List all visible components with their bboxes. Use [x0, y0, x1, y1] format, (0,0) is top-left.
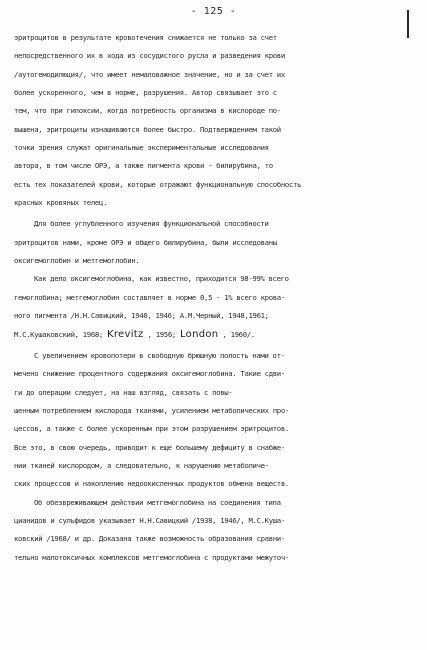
text-line: Об обезвреживающем действии метгемоглобина на соединения типа: [34, 497, 281, 507]
text-line: Для более углубленного изучения функциональной способности: [34, 219, 269, 229]
text-line: С увеличением кровопотери в свободную брюшную полость нами от-: [34, 350, 285, 360]
text-line: эритроцитов нами, кроме ОРЭ и общего билирубина, были исследованы: [14, 237, 277, 247]
text-line: Все это, в свою очередь, приводит к еще большему дефициту в снабже-: [14, 442, 285, 452]
text-line: тем, что при гипоксии, когда потребность организма в кислороде по-: [14, 106, 281, 116]
text-line: автора, в том числе ОРЭ, а также пигмента крови - билирубина, то: [14, 161, 273, 171]
text-line: нии тканей кислородом, а следовательно, к нарушению метаболиче-: [14, 460, 269, 470]
text-line: мечено снижение процентного содержания оксигемоглобина. Такие сдви-: [14, 369, 285, 379]
text-line: более ускоренного, чем в норме, разрушения. Автор связывает это с: [14, 88, 277, 98]
line-17-after: , 1960/.: [218, 329, 255, 339]
text-line: Как дело оксигемоглобина, как известно, приходится 98-99% всего: [34, 274, 289, 284]
handwritten-author-london: London: [179, 328, 219, 340]
page-number: - 125 -: [190, 6, 237, 17]
text-line: непосредственного их в хода из сосудистого русла и разведения крови: [14, 51, 285, 61]
line-17-before: М.С.Кушаковский, 1968;: [14, 329, 107, 339]
text-line: точки зрения служат оригинальные экспериментальные исследования: [14, 143, 269, 153]
text-line: эритроцитов в результате кровотечения снижается не только за счет: [14, 33, 277, 42]
text-line-with-handwriting: [14, 326, 412, 344]
text-line: шенным потреблением кислорода тканями, усилением метаболических про-: [14, 405, 289, 415]
text-line: есть тех показателей крови, которые отражают функциональную способность: [14, 179, 302, 189]
text-line: цессов, а также с более ускоренным при этом разрушением эритроцитов.: [14, 424, 289, 434]
text-line: оксигемоглобин и метгемоглобин.: [14, 256, 140, 266]
text-line: ного пигмента /Н.Н.Савицкий, 1940, 1946; А.М.Черный, 1948,1961;: [14, 311, 269, 321]
text-line: вышена, эритроциты изнашиваются более быстро. Подтверждением такой: [14, 124, 281, 134]
text-line: цианидов и сульфидов указывает Н.Н.Савицкий /1938, 1946/, М.С.Куша-: [14, 515, 285, 525]
text-line: /аутогемодилюция/, что имеет немаловажное значение, но и за счет их: [14, 69, 285, 79]
text-line: ских процессов и накоплению недоокисленных продуктов обмена веществ.: [14, 479, 289, 489]
text-line: гемоглобина; метгемоглобин составляет в норме 0,5 - 1% всего крова-: [14, 292, 285, 302]
line-17-middle: , 1956;: [143, 329, 180, 339]
text-line: ковский /1968/ и др. Доказана также возможность образования сравни-: [14, 534, 285, 544]
text-line: красных кровяных телец.: [14, 198, 107, 208]
text-line: тельно малотоксичных комплексов метгемоглобина с продуктами межуточ-: [14, 552, 289, 562]
document-body: [14, 29, 412, 567]
handwritten-author-krevitz: Krevitz: [107, 328, 144, 340]
text-line: ги до операции следует, на наш взгляд, связать с повы-: [14, 387, 233, 397]
